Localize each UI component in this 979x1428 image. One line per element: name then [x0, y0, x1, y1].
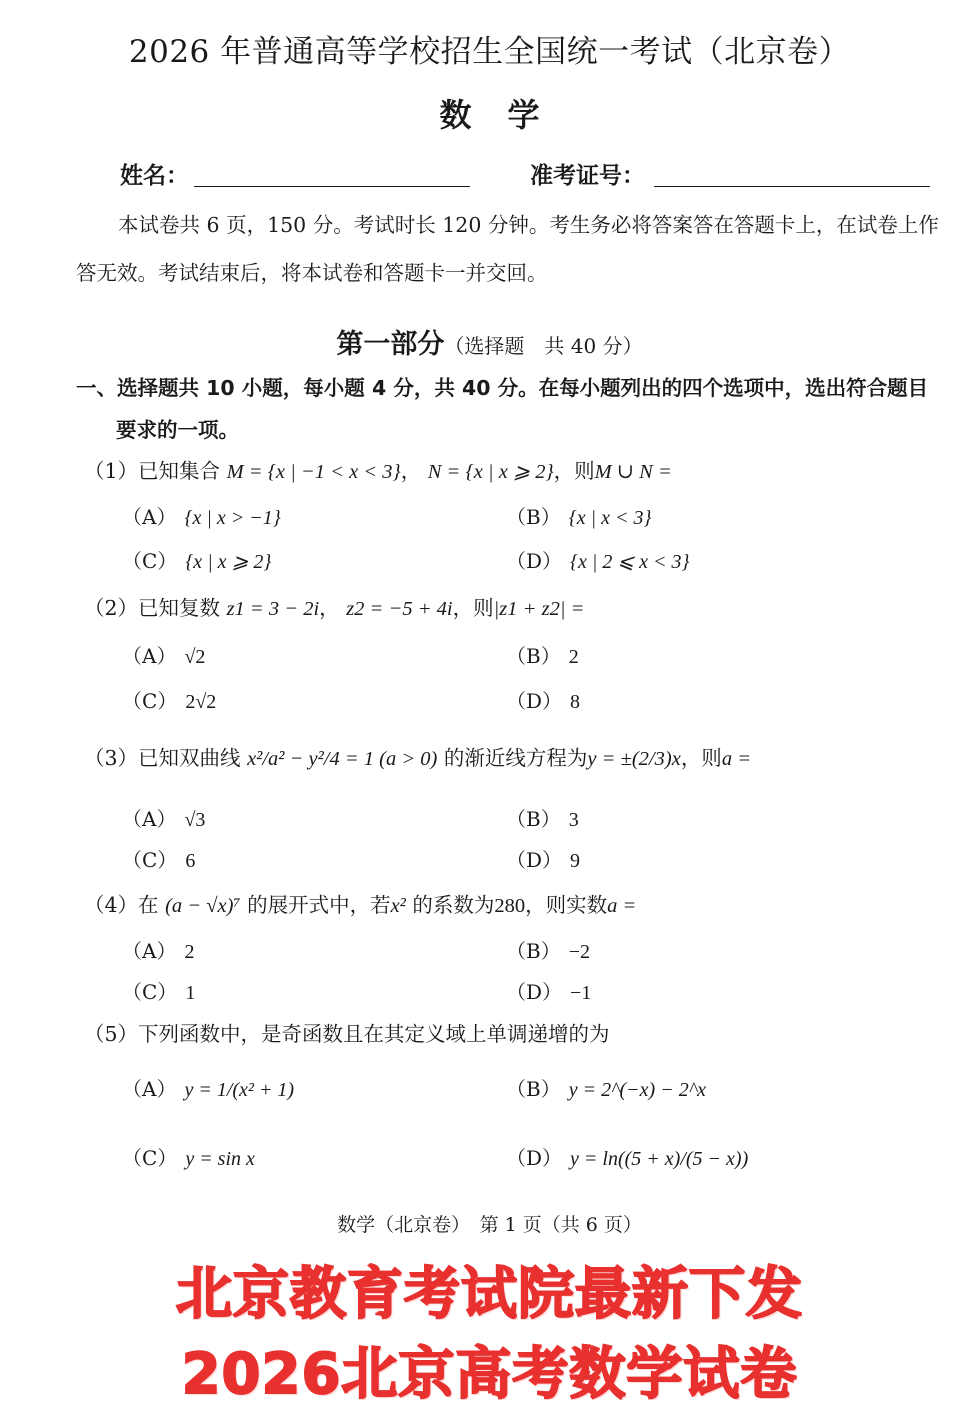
option-1d: （D） {x | 2 ⩽ x < 3} — [506, 549, 690, 573]
subject-title: 数学 — [439, 96, 576, 134]
question-1: （1）已知集合 M = {x | −1 < x < 3}， N = {x | x ⩾ 2}，则M ∪ N = — [84, 459, 672, 483]
section-instructions-1: 一、选择题共 10 小题，每小题 4 分，共 40 分。在每小题列出的四个选项中，选出符合题目 — [76, 376, 929, 400]
id-line — [654, 186, 930, 187]
option-1b: （B） {x | x < 3} — [506, 505, 652, 529]
option-1a: （A） {x | x > −1} — [122, 505, 281, 529]
math-expression: z1 = 3 − 2i — [226, 598, 320, 620]
overlay-banner-line-2: 2026北京高考数学试卷 — [181, 1342, 798, 1407]
question-number: （1） — [84, 459, 139, 483]
overlay-banner-line-1: 北京教育考试院最新下发 — [176, 1262, 803, 1327]
question-text: 已知复数 — [138, 596, 221, 620]
math-expression: y = ±(2/3)x — [587, 748, 681, 770]
math-expression: a = — [721, 748, 752, 770]
part-heading — [0, 322, 979, 361]
option-5d: （D） y = ln((5 + x)/(5 − x)) — [506, 1146, 749, 1170]
option-3c: （C） 6 — [122, 848, 196, 872]
section-instructions-2: 要求的一项。 — [116, 418, 239, 442]
intro-line-2: 答无效。考试结束后，将本试卷和答题卡一并交回。 — [76, 261, 548, 285]
option-4b: （B） −2 — [506, 939, 590, 963]
id-label: 准考证号： — [530, 163, 645, 189]
option-4d: （D） −1 — [506, 980, 592, 1004]
page-footer: 数学（北京卷） 第 1 页（共 6 页） — [337, 1214, 642, 1236]
option-4c: （C） 1 — [122, 980, 196, 1004]
part-title: 第一部分 — [336, 329, 445, 360]
math-expression: (a − √x)⁷ — [165, 895, 241, 917]
math-expression: z2 = −5 + 4i — [346, 598, 453, 620]
question-3: （3）已知双曲线 x²/a² − y²/4 = 1 (a > 0) 的渐近线方程为y = ±(2/3)x，则a = — [84, 746, 752, 770]
question-text: 在 — [138, 893, 159, 917]
option-5b: （B） y = 2^(−x) − 2^x — [506, 1077, 707, 1101]
math-expression: x²/a² − y²/4 = 1 (a > 0) — [247, 748, 438, 770]
option-2a: （A） √2 — [122, 644, 206, 668]
option-3a: （A） √3 — [122, 807, 206, 831]
question-text: 已知集合 — [138, 459, 221, 483]
math-expression: 280 — [494, 895, 526, 917]
option-3d: （D） 9 — [506, 848, 581, 872]
option-2d: （D） 8 — [506, 689, 581, 713]
option-1c: （C） {x | x ⩾ 2} — [122, 549, 272, 573]
question-number: （3） — [84, 746, 139, 770]
question-number: （4） — [84, 893, 139, 917]
option-2c: （C） 2√2 — [122, 689, 217, 713]
option-2b: （B） 2 — [506, 644, 579, 668]
option-4a: （A） 2 — [122, 939, 195, 963]
question-number: （2） — [84, 596, 139, 620]
math-expression: a = — [607, 895, 637, 917]
option-5a: （A） y = 1/(x² + 1) — [122, 1077, 295, 1101]
math-expression: M ∪ N = — [594, 461, 672, 483]
option-3b: （B） 3 — [506, 807, 579, 831]
name-line — [194, 186, 470, 187]
question-text: 下列函数中，是奇函数且在其定义域上单调递增的为 — [138, 1022, 610, 1046]
question-2: （2）已知复数 z1 = 3 − 2i， z2 = −5 + 4i，则|z1 + z2| = — [84, 596, 585, 620]
question-5 — [84, 1017, 610, 1047]
math-expression: |z1 + z2| = — [493, 598, 585, 620]
name-label: 姓名： — [120, 163, 189, 189]
question-number: （5） — [84, 1022, 139, 1046]
option-5c: （C） y = sin x — [122, 1146, 255, 1170]
math-expression: N = {x | x ⩾ 2} — [427, 461, 554, 483]
intro-line-1: 本试卷共 6 页，150 分。考试时长 120 分钟。考生务必将答案答在答题卡上，在试卷上作 — [118, 213, 939, 237]
part-subtitle: （选择题 共 40 分） — [444, 334, 643, 358]
exam-title: 2026 年普通高等学校招生全国统一考试（北京卷） — [128, 34, 851, 70]
question-text: 已知双曲线 — [138, 746, 241, 770]
math-expression: M = {x | −1 < x < 3} — [226, 461, 401, 483]
math-expression: x² — [390, 895, 406, 917]
question-4: （4）在 (a − √x)⁷ 的展开式中，若x² 的系数为280，则实数a = — [84, 893, 637, 917]
